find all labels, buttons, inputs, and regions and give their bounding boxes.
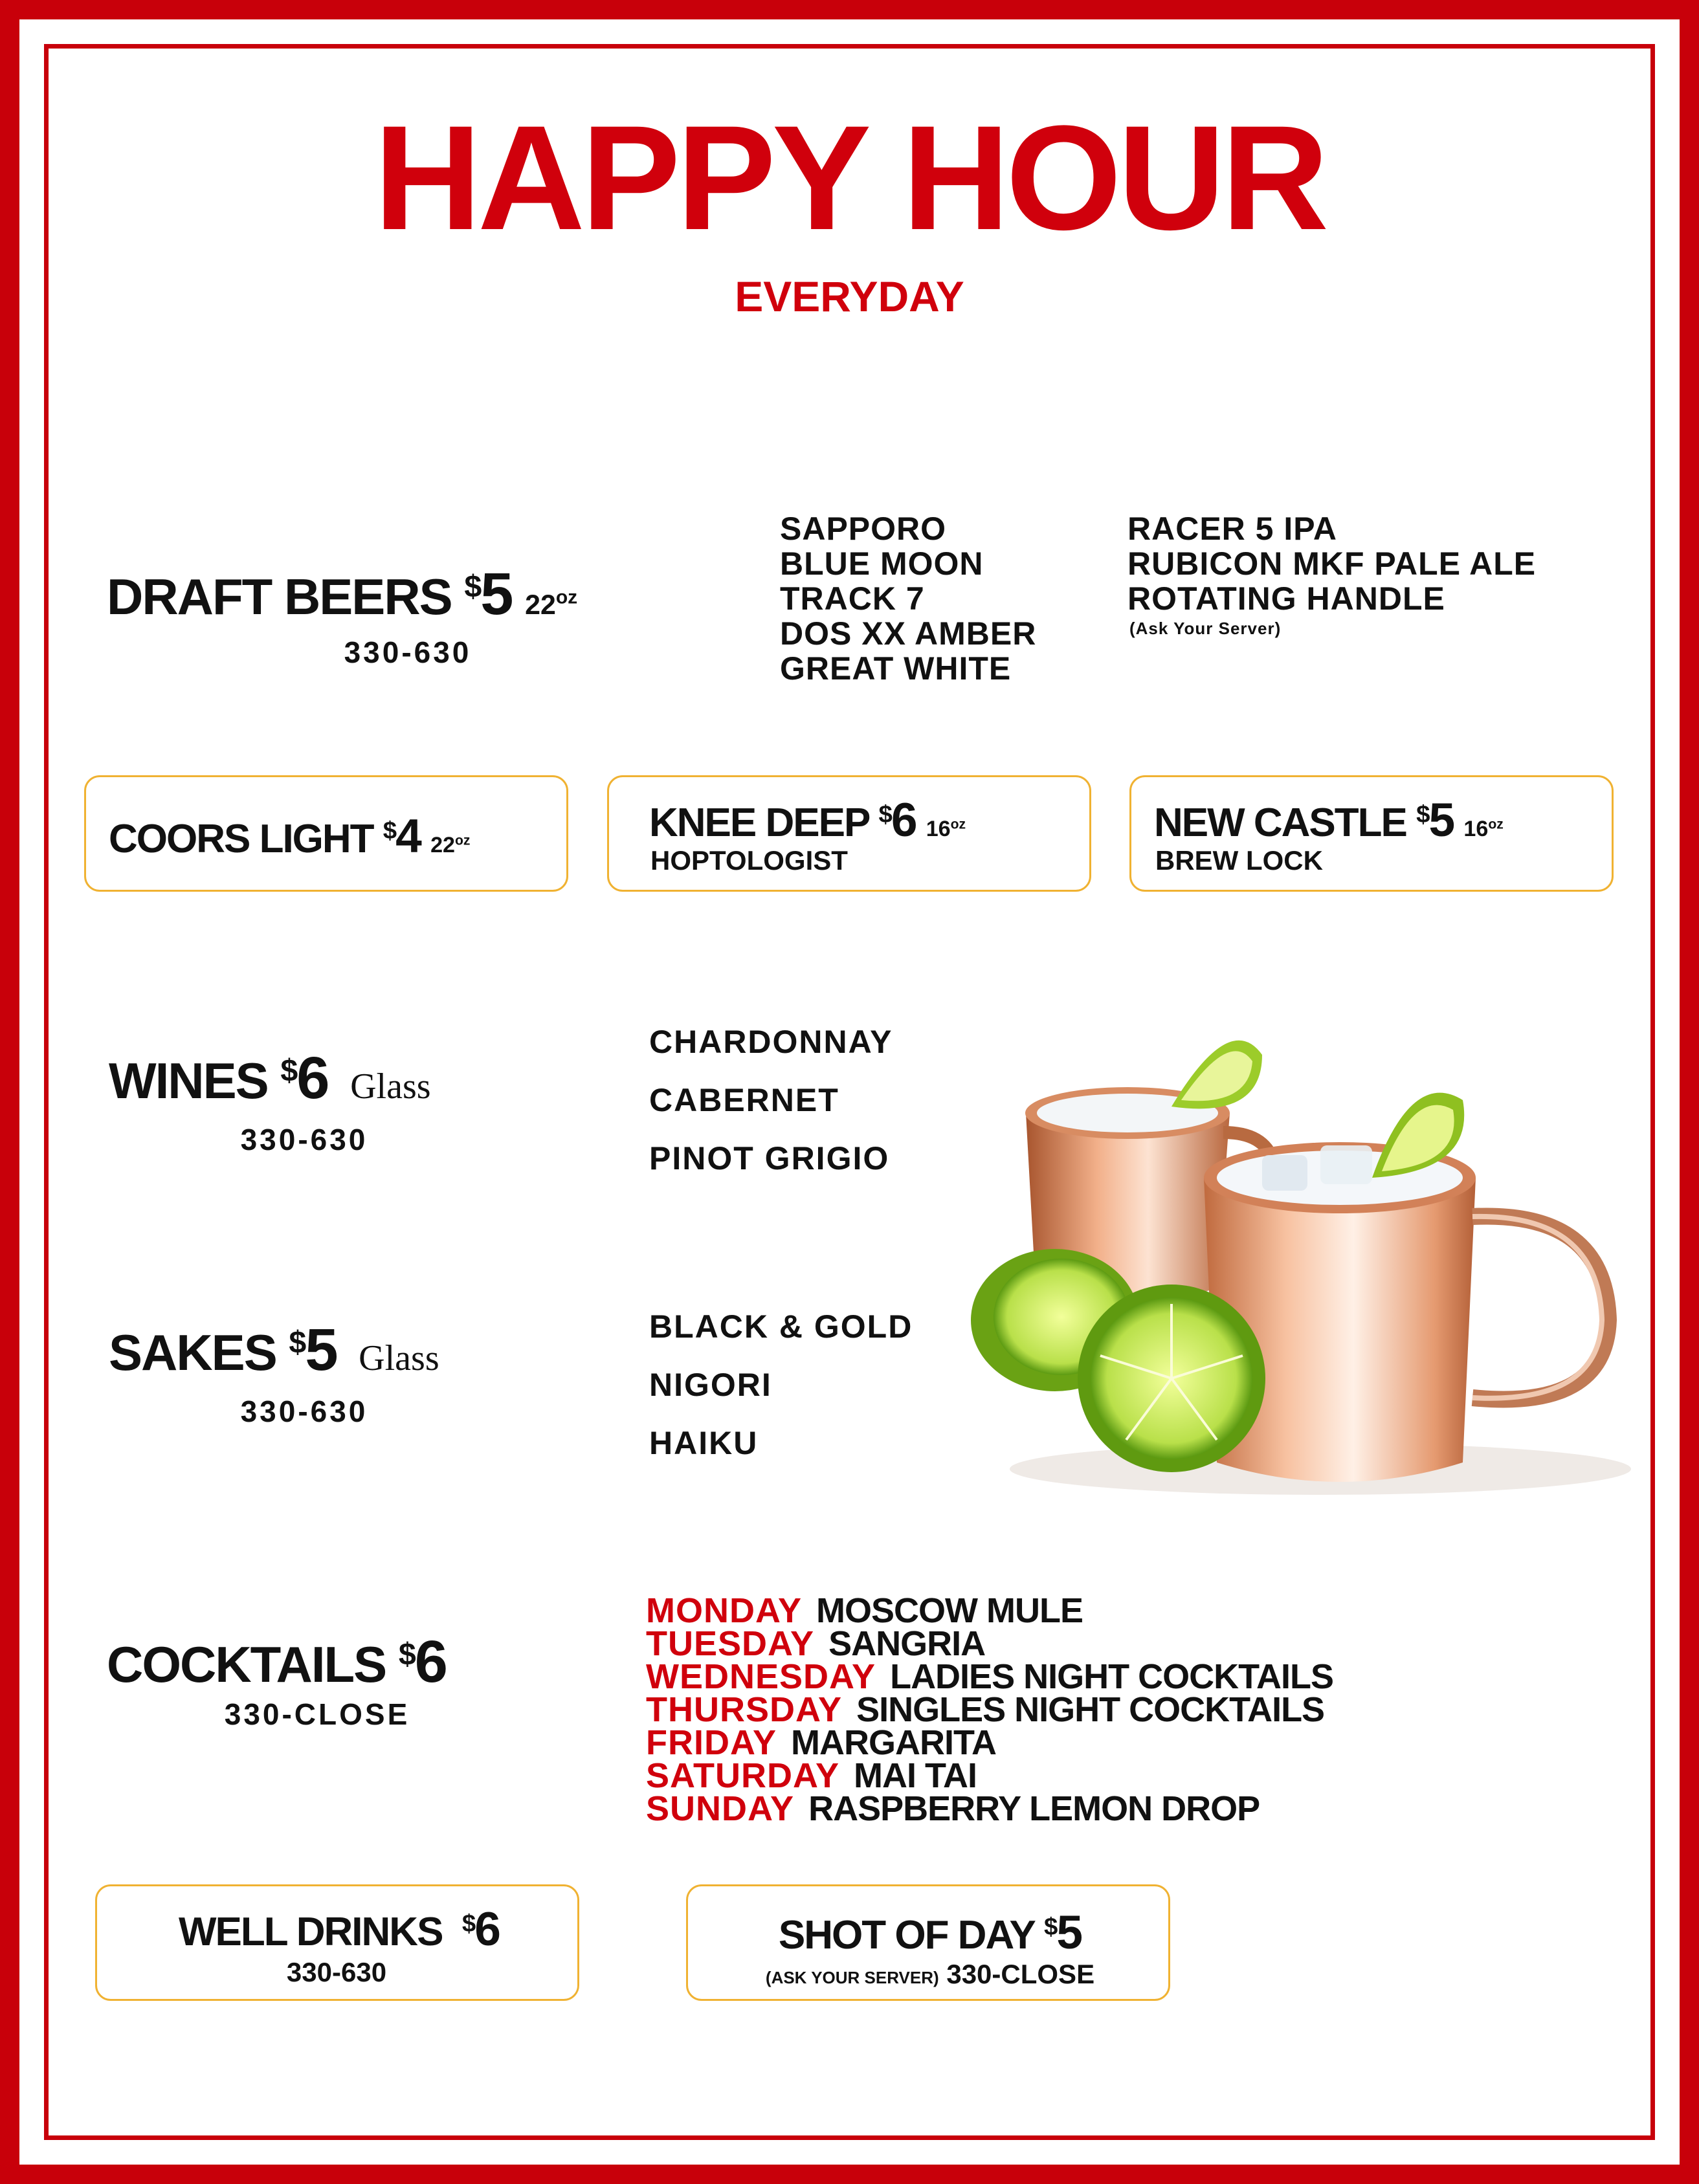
cocktails-time: 330-CLOSE (224, 1697, 410, 1731)
list-item: FRIDAY MARGARITA (646, 1723, 996, 1762)
list-item: DOS XX AMBER (780, 615, 1037, 652)
shot-of-day-box (686, 1884, 1170, 2001)
list-item: BLACK & GOLD (649, 1308, 913, 1345)
page-title: HAPPY HOUR (373, 94, 1326, 261)
wines-heading: WINES $6 Glass (109, 1044, 431, 1111)
list-item: NIGORI (649, 1367, 772, 1403)
list-item: ROTATING HANDLE (1127, 580, 1445, 617)
draft-list-left (780, 511, 1036, 686)
list-item: HAIKU (649, 1425, 759, 1461)
list-item: SUNDAY RASPBERRY LEMON DROP (646, 1789, 1260, 1828)
new-castle-label: NEW CASTLE $5 $16^{oz}$ (1154, 793, 1504, 846)
coors-light-label: COORS LIGHT $4 $22^{oz}$ (109, 810, 471, 863)
well-drinks-label: WELL DRINKS $6 (179, 1903, 500, 1956)
list-item: SAPPORO (780, 511, 947, 547)
coors-light-box (84, 775, 568, 892)
list-item: THURSDAY SINGLES NIGHT COCKTAILS (646, 1690, 1325, 1729)
draft-currency: $ (464, 569, 481, 604)
well-drinks-time: 330-630 (286, 1957, 387, 1987)
new-castle-sub: BREW LOCK (1155, 845, 1323, 876)
cocktails-heading: COCKTAILS $6 (107, 1628, 447, 1695)
list-item: BLUE MOON (780, 546, 984, 582)
list-item: GREAT WHITE (780, 650, 1012, 687)
list-item: TRACK 7 (780, 580, 925, 617)
wines-time: 330-630 (240, 1123, 368, 1156)
list-item: RUBICON MKF PALE ALE (1127, 546, 1537, 582)
list-item: WEDNESDAY LADIES NIGHT COCKTAILS (646, 1657, 1334, 1696)
page-subtitle: EVERYDAY (735, 272, 964, 320)
shot-of-day-sub: (ASK YOUR SERVER) 330-CLOSE (765, 1959, 1095, 1989)
list-item: SATURDAY MAI TAI (646, 1756, 977, 1795)
knee-deep-label: KNEE DEEP $6 $16^{oz}$ (649, 793, 966, 846)
shot-of-day-label: SHOT OF DAY $5 (778, 1906, 1082, 1959)
copper-mugs-image (958, 984, 1657, 1514)
list-item: CABERNET (649, 1082, 839, 1118)
sakes-time: 330-630 (240, 1395, 368, 1428)
draft-note: (Ask Your Server) (1129, 619, 1282, 638)
draft-list-right (1127, 511, 1536, 616)
list-item: MONDAY MOSCOW MULE (646, 1591, 1083, 1630)
list-item: PINOT GRIGIO (649, 1140, 890, 1176)
list-item: TUESDAY SANGRIA (646, 1624, 986, 1663)
wines-list (649, 1026, 893, 1200)
list-item: CHARDONNAY (649, 1024, 893, 1060)
sakes-heading: SAKES $5 Glass (109, 1316, 439, 1383)
well-drinks-box (95, 1884, 579, 2001)
new-castle-box (1129, 775, 1614, 892)
draft-beers-time: 330-630 (344, 635, 472, 669)
front-mug (1204, 1142, 1608, 1482)
draft-beers-heading: DRAFT BEERS $5 $22^{oz}$ (107, 560, 578, 627)
cocktail-schedule (646, 1591, 1334, 1828)
knee-deep-sub: HOPTOLOGIST (650, 845, 848, 876)
list-item: RACER 5 IPA (1127, 511, 1338, 547)
knee-deep-box (607, 775, 1091, 892)
sakes-list (649, 1310, 913, 1485)
